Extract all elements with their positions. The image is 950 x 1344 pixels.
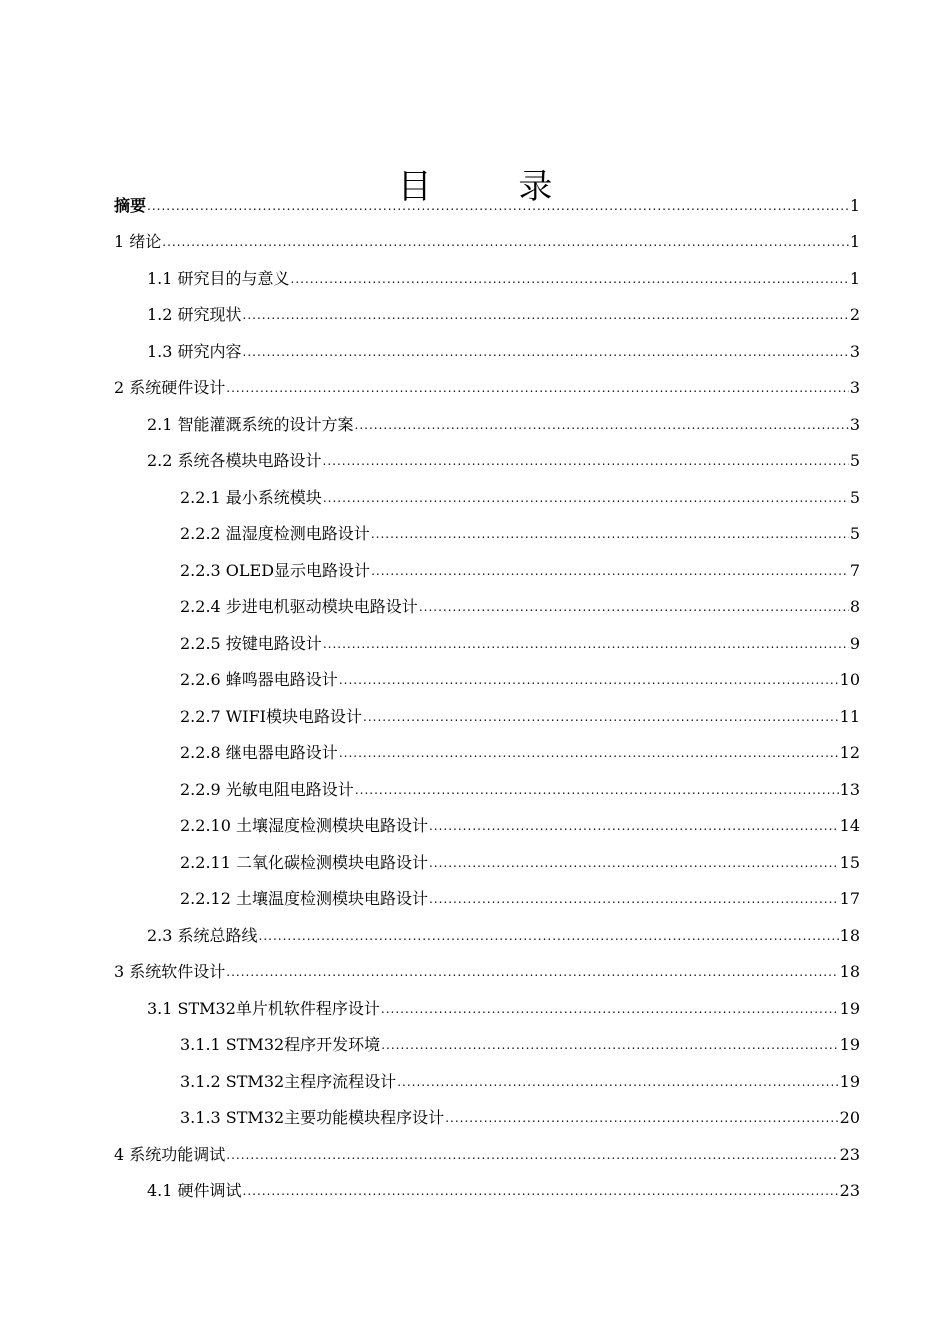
toc-entry-page-number: 19 xyxy=(839,998,860,1018)
toc-entry[interactable] xyxy=(114,181,860,218)
toc-entry-label: 3.1 STM32单片机软件程序设计 xyxy=(147,998,380,1018)
toc-dot-leader xyxy=(355,780,839,802)
toc-entry-label: 3.1.3 STM32主要功能模块程序设计 xyxy=(180,1108,445,1127)
toc-entry[interactable] xyxy=(114,1130,860,1167)
toc-dot-leader xyxy=(381,1035,838,1057)
toc-entry-page-number: 7 xyxy=(849,560,860,580)
toc-entry-page-number: 1 xyxy=(849,268,860,288)
toc-entry[interactable] xyxy=(114,218,860,255)
toc-entry-label: 2.2.10 土壤湿度检测模块电路设计 xyxy=(180,816,428,835)
toc-entry[interactable] xyxy=(114,1021,860,1058)
toc-dot-leader xyxy=(445,1108,838,1130)
toc-entry-page-number: 1 xyxy=(849,195,860,215)
toc-entry-page-number: 10 xyxy=(839,670,860,689)
toc-entry-page-number: 23 xyxy=(839,1144,860,1164)
toc-entry[interactable] xyxy=(114,473,860,510)
toc-entry[interactable] xyxy=(114,692,860,729)
toc-entry[interactable] xyxy=(114,765,860,802)
toc-entry[interactable] xyxy=(114,364,860,401)
toc-entry[interactable] xyxy=(114,327,860,364)
toc-entry-label: 2.2.11 二氧化碳检测模块电路设计 xyxy=(180,852,428,872)
toc-entry-page-number: 3 xyxy=(849,341,860,361)
toc-entry-page-number: 18 xyxy=(839,962,860,981)
toc-entry[interactable] xyxy=(114,291,860,328)
toc-dot-leader xyxy=(243,305,849,327)
toc-dot-leader xyxy=(429,853,839,875)
toc-entry-page-number: 18 xyxy=(839,925,860,945)
toc-entry[interactable] xyxy=(114,1057,860,1094)
toc-entry[interactable] xyxy=(114,1094,860,1131)
toc-entry-page-number: 13 xyxy=(839,779,860,799)
toc-entry[interactable] xyxy=(114,619,860,656)
toc-entry[interactable] xyxy=(114,254,860,291)
toc-entry-label: 2.1 智能灌溉系统的设计方案 xyxy=(147,414,354,434)
toc-dot-leader xyxy=(371,561,849,583)
toc-dot-leader xyxy=(323,451,849,473)
toc-dot-leader xyxy=(226,1145,838,1167)
toc-entry-label: 2.2.4 步进电机驱动模块电路设计 xyxy=(180,597,418,616)
toc-dot-leader xyxy=(419,597,849,619)
toc-entry-label: 1.3 研究内容 xyxy=(147,341,242,361)
toc-entry-page-number: 19 xyxy=(839,1035,860,1054)
toc-entry-page-number: 9 xyxy=(849,633,860,653)
toc-entry[interactable] xyxy=(114,400,860,437)
toc-entry-page-number: 8 xyxy=(849,597,860,616)
toc-dot-leader xyxy=(226,962,838,984)
toc-entry[interactable] xyxy=(114,546,860,583)
toc-entry-page-number: 19 xyxy=(839,1071,860,1091)
toc-dot-leader xyxy=(323,488,849,510)
toc-entry-label: 2.2.7 WIFI模块电路设计 xyxy=(180,706,362,726)
toc-dot-leader xyxy=(147,196,849,218)
toc-entry-page-number: 3 xyxy=(849,378,860,397)
toc-entry-label: 摘要 xyxy=(114,195,147,215)
toc-entry-label: 2.3 系统总路线 xyxy=(147,925,258,945)
toc-entry[interactable] xyxy=(114,911,860,948)
toc-dot-leader xyxy=(243,342,849,364)
toc-entry-label: 1.1 研究目的与意义 xyxy=(147,268,290,288)
toc-entry-page-number: 5 xyxy=(849,524,860,543)
toc-entry-page-number: 15 xyxy=(839,852,860,872)
toc-entry[interactable] xyxy=(114,729,860,766)
toc-entry-label: 1.2 研究现状 xyxy=(147,305,242,324)
toc-entry-page-number: 5 xyxy=(849,451,860,470)
toc-entry[interactable] xyxy=(114,510,860,547)
toc-dot-leader xyxy=(363,707,839,729)
toc-entry-label: 3.1.1 STM32程序开发环境 xyxy=(180,1035,381,1054)
toc-entry-label: 2 系统硬件设计 xyxy=(114,378,226,397)
toc-entry-page-number: 2 xyxy=(849,305,860,324)
toc-entry-label: 3.1.2 STM32主程序流程设计 xyxy=(180,1071,397,1091)
toc-dot-leader xyxy=(259,926,839,948)
toc-entry[interactable] xyxy=(114,875,860,912)
toc-entry-label: 2.2.3 OLED显示电路设计 xyxy=(180,560,371,580)
toc-entry[interactable] xyxy=(114,948,860,985)
toc-entry-label: 2.2.12 土壤温度检测模块电路设计 xyxy=(180,889,428,908)
table-of-contents xyxy=(114,181,860,1203)
toc-entry[interactable] xyxy=(114,583,860,620)
toc-entry-page-number: 20 xyxy=(839,1108,860,1127)
toc-dot-leader xyxy=(371,524,849,546)
toc-entry-page-number: 1 xyxy=(849,232,860,251)
toc-dot-leader xyxy=(291,269,849,291)
toc-dot-leader xyxy=(339,743,839,765)
toc-entry-label: 2.2.9 光敏电阻电路设计 xyxy=(180,779,354,799)
toc-dot-leader xyxy=(243,1181,839,1203)
toc-entry-label: 4 系统功能调试 xyxy=(114,1144,226,1164)
toc-entry-page-number: 23 xyxy=(839,1181,860,1200)
toc-entry-label: 2.2.6 蜂鸣器电路设计 xyxy=(180,670,338,689)
toc-entry[interactable] xyxy=(114,437,860,474)
toc-entry-label: 2.2.5 按键电路设计 xyxy=(180,633,322,653)
toc-entry-page-number: 14 xyxy=(839,816,860,835)
toc-entry-page-number: 17 xyxy=(839,889,860,908)
toc-entry-page-number: 3 xyxy=(849,414,860,434)
toc-dot-leader xyxy=(355,415,849,437)
page-title: 目 录 xyxy=(397,166,591,207)
toc-dot-leader xyxy=(381,999,839,1021)
toc-dot-leader xyxy=(397,1072,838,1094)
toc-dot-leader xyxy=(323,634,849,656)
toc-entry-label: 2.2.1 最小系统模块 xyxy=(180,487,322,507)
toc-entry-label: 2.2.8 继电器电路设计 xyxy=(180,743,338,762)
toc-dot-leader xyxy=(429,816,839,838)
toc-entry-page-number: 5 xyxy=(849,487,860,507)
toc-dot-leader xyxy=(226,378,849,400)
toc-entry-label: 1 绪论 xyxy=(114,232,162,251)
toc-dot-leader xyxy=(339,670,839,692)
toc-dot-leader xyxy=(429,889,839,911)
toc-dot-leader xyxy=(162,232,849,254)
toc-entry[interactable] xyxy=(114,1167,860,1204)
toc-entry-label: 2.2.2 温湿度检测电路设计 xyxy=(180,524,370,543)
toc-entry-label: 3 系统软件设计 xyxy=(114,962,226,981)
toc-entry-page-number: 11 xyxy=(839,706,860,726)
toc-entry[interactable] xyxy=(114,838,860,875)
toc-entry-label: 2.2 系统各模块电路设计 xyxy=(147,451,322,470)
toc-entry[interactable] xyxy=(114,984,860,1021)
toc-entry[interactable] xyxy=(114,802,860,839)
toc-entry-page-number: 12 xyxy=(839,743,860,762)
toc-entry-label: 4.1 硬件调试 xyxy=(147,1181,242,1200)
toc-entry[interactable] xyxy=(114,656,860,693)
